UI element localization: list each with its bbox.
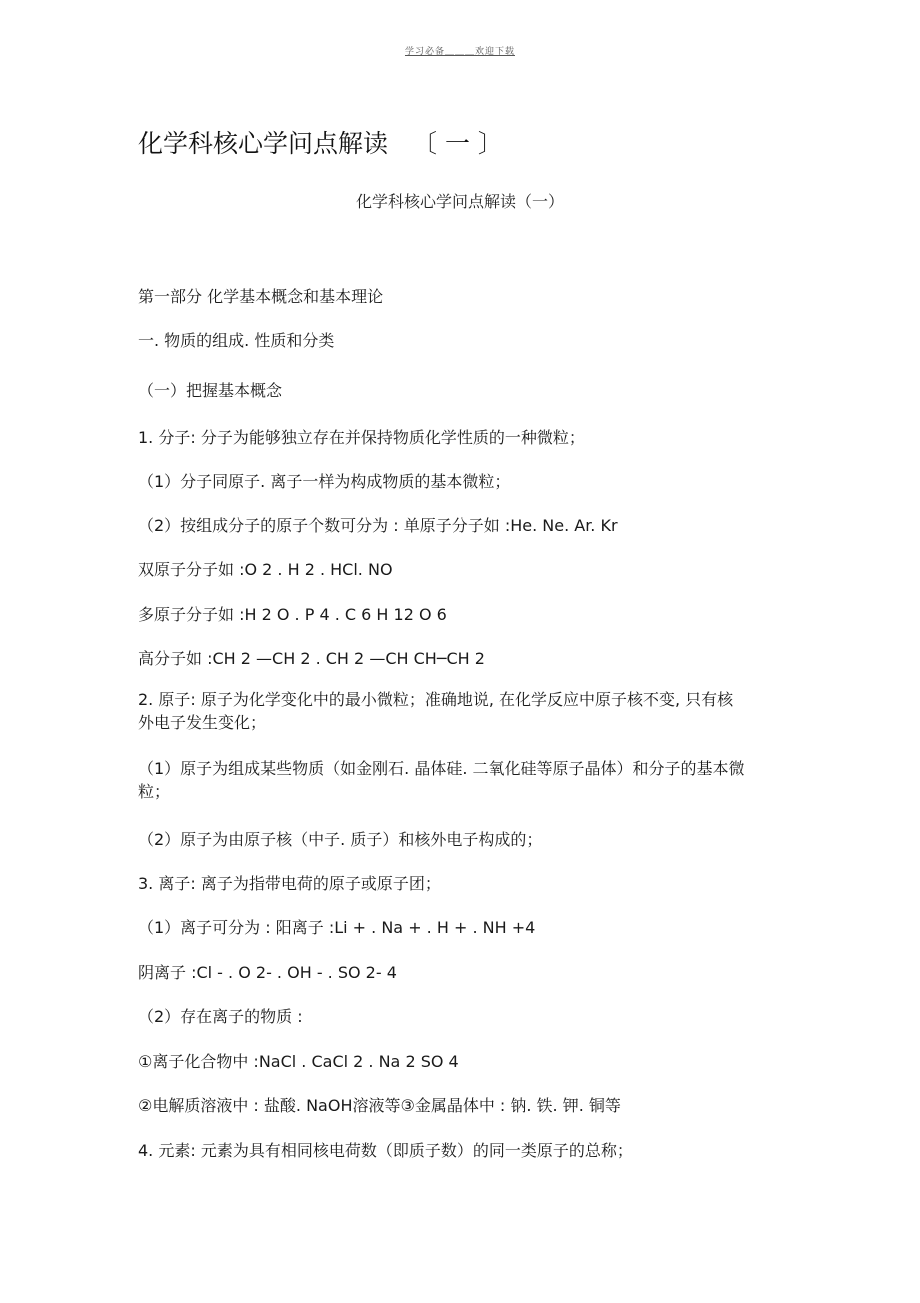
part-heading: 第一部分 化学基本概念和基本理论 [138, 287, 384, 306]
document-title [138, 124, 503, 160]
paragraph: （2）原子为由原子核（中子. 质子）和核外电子构成的； [138, 830, 543, 849]
paragraph: （1）离子可分为 : 阳离子 :Li + . Na + . H + . NH +4 [138, 918, 536, 937]
paragraph: （2）存在离子的物质 : [138, 1007, 303, 1026]
paragraph: 4. 元素: 元素为具有相同核电荷数（即质子数）的同一类原子的总称； [138, 1141, 633, 1160]
title-main: 化学科核心学问点解读 [138, 129, 389, 158]
section-heading: 一. 物质的组成. 性质和分类 [138, 331, 335, 350]
paragraph: 2. 原子: 原子为化学变化中的最小微粒；准确地说, 在化学反应中原子核不变, 只有核外电子发生变化； [138, 690, 734, 732]
paragraph: 多原子分子如 :H 2 O . P 4 . C 6 H 12 O 6 [138, 605, 447, 624]
paragraph: ②电解质溶液中 : 盐酸. NaOH溶液等③金属晶体中 : 钠. 铁. 钾. 铜等 [138, 1096, 621, 1115]
paragraph: （2）按组成分子的原子个数可分为 : 单原子分子如 :He. Ne. Ar. Kr [138, 516, 618, 535]
paragraph: 双原子分子如 :O 2 . H 2 . HCl. NO [138, 560, 393, 579]
paragraph: （1）分子同原子. 离子一样为构成物质的基本微粒； [138, 472, 511, 491]
paragraph: 3. 离子: 离子为指带电荷的原子或原子团； [138, 874, 441, 893]
paragraph: 阴离子 :Cl - . O 2- . OH - . SO 2- 4 [138, 963, 397, 982]
paragraph: （1）原子为组成某些物质（如金刚石. 晶体硅. 二氧化硅等原子晶体）和分子的基本微粒； [138, 759, 745, 801]
paragraph: 1. 分子: 分子为能够独立存在并保持物质化学性质的一种微粒； [138, 428, 585, 447]
paragraph: 高分子如 :CH 2 —CH 2 . CH 2 —CH CH─CH 2 [138, 649, 485, 668]
subsection-heading: （一）把握基本概念 [138, 381, 283, 400]
paragraph: ①离子化合物中 :NaCl . CaCl 2 . Na 2 SO 4 [138, 1052, 459, 1071]
title-bracket: 〔 一 〕 [412, 129, 503, 158]
document-subtitle: 化学科核心学问点解读（一） [355, 192, 564, 211]
page-header: 学习必备＿＿＿欢迎下载 [404, 47, 515, 57]
